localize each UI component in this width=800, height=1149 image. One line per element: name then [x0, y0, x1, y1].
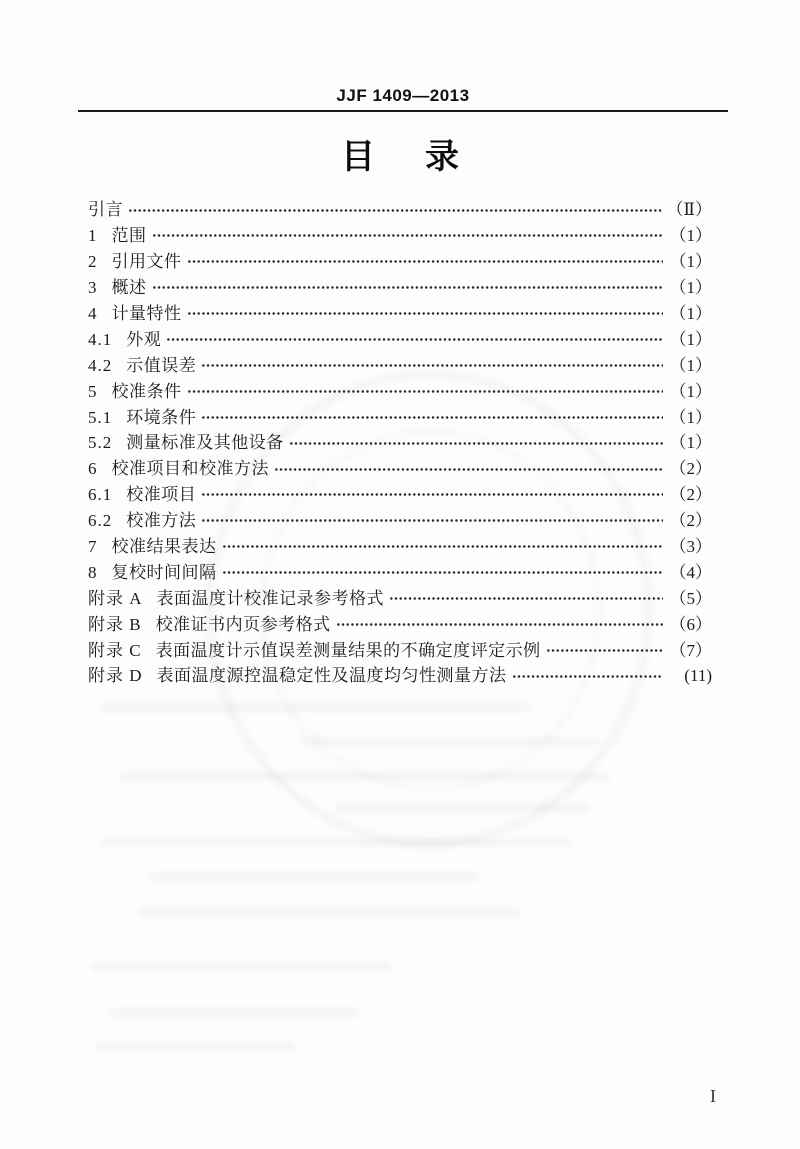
toc-dot-leader: [222, 534, 664, 560]
toc-entry: [88, 378, 712, 404]
toc-entry-number: 5.2: [88, 433, 113, 453]
toc-entry-page: （2）: [669, 511, 712, 531]
toc-entry-number: 附录 D: [88, 666, 143, 686]
toc-entry-title: 环境条件: [126, 407, 197, 427]
page-title-char-1: 目: [341, 138, 375, 176]
toc-entry-title: 复校时间间隔: [111, 562, 217, 582]
toc-dot-leader: [187, 249, 664, 275]
toc-entry-number: 6: [88, 459, 98, 479]
toc-entry-title: 计量特性: [111, 304, 182, 323]
showthrough-smudge: [140, 908, 520, 917]
toc-entry: [88, 301, 712, 327]
showthrough-smudge: [110, 1008, 360, 1017]
toc-entry-title: 引用文件: [111, 252, 182, 272]
toc-entry-number: 7: [88, 537, 98, 557]
toc-entry-page: （4）: [669, 562, 712, 582]
showthrough-smudge: [92, 962, 392, 971]
showthrough-smudge: [100, 703, 530, 712]
toc-entry-title: 外观: [126, 329, 162, 349]
folio-page-number: I: [710, 1086, 716, 1106]
toc-entry: [88, 611, 712, 637]
toc-entry: [88, 275, 712, 301]
toc-entry-page: （Ⅱ）: [666, 200, 712, 220]
toc-entry-number: 2: [88, 252, 98, 272]
toc-entry-page: （1）: [669, 252, 712, 272]
showthrough-smudge: [95, 1042, 295, 1051]
toc-entry: [88, 508, 712, 534]
toc-entry-number: 附录 A: [88, 588, 143, 608]
toc-entry: [88, 326, 712, 352]
toc-dot-leader: [152, 275, 664, 301]
showthrough-smudge: [150, 872, 480, 881]
toc-entry-number: 5: [88, 381, 98, 401]
toc-entry-page: （1）: [669, 278, 712, 298]
toc-entry-number: 4.2: [88, 355, 113, 375]
toc-entry-title: 表面温度计校准记录参考格式: [156, 588, 385, 608]
toc-entry: [88, 637, 712, 663]
toc-entry-title: 校准条件: [111, 381, 182, 401]
toc-dot-leader: [389, 585, 663, 611]
toc-entry: [88, 404, 712, 430]
toc-entry-title: 范围: [111, 226, 147, 246]
toc-entry-title: 校准项目: [126, 485, 197, 505]
toc-dot-leader: [274, 456, 663, 482]
toc-entry-number: 4.1: [88, 329, 113, 349]
page-title-char-2: 录: [425, 138, 459, 176]
toc-entry: [88, 663, 712, 689]
standard-code-header: JJF 1409—2013: [336, 86, 470, 105]
toc-entry-title: 表面温度计示值误差测量结果的不确定度评定示例: [155, 640, 541, 660]
toc-dot-leader: [201, 352, 663, 378]
toc-entry-page: （1）: [669, 304, 712, 323]
toc-entry-number: 1: [88, 226, 98, 246]
toc-entry: [88, 585, 712, 611]
toc-entry-number: 附录 C: [88, 640, 142, 660]
toc-dot-leader: [201, 508, 663, 534]
toc-entry-page: (11): [684, 666, 712, 686]
toc-entry-title: 概述: [111, 278, 147, 298]
toc-entry-number: 5.1: [88, 407, 113, 427]
toc-entry-number: 附录 B: [88, 614, 142, 634]
toc-entry: [88, 197, 712, 223]
toc-entry: [88, 534, 712, 560]
toc-entry: [88, 456, 712, 482]
toc-entry-title: 校准证书内页参考格式: [155, 614, 331, 634]
page-title: [0, 139, 800, 176]
toc-dot-leader: [166, 326, 663, 352]
toc-dot-leader: [336, 611, 663, 637]
toc-dot-leader: [222, 559, 664, 585]
toc-entry-number: 6.1: [88, 485, 113, 505]
toc-entry-title: 校准方法: [126, 511, 197, 531]
toc-entry-title: 测量标准及其他设备: [126, 433, 284, 453]
toc-entry-number: 3: [88, 278, 98, 298]
toc-dot-leader: [546, 637, 663, 663]
toc-dot-leader: [128, 197, 663, 223]
toc-dot-leader: [152, 223, 664, 249]
toc-entry: [88, 249, 712, 275]
toc-dot-leader: [289, 430, 663, 456]
toc-entry-page: （5）: [669, 588, 712, 608]
toc-entry-page: （1）: [669, 381, 712, 401]
toc-entry-page: （2）: [669, 459, 712, 479]
toc-entry-page: （1）: [669, 407, 712, 427]
toc-entry-page: （1）: [669, 226, 712, 246]
toc-entry-title: 引言: [88, 200, 123, 220]
toc-entry-title: 校准项目和校准方法: [111, 459, 269, 479]
toc-entry: [88, 223, 712, 249]
showthrough-smudge: [300, 737, 600, 746]
toc-entry-page: （1）: [669, 329, 712, 349]
toc-entry-title: 校准结果表达: [111, 537, 217, 557]
toc-list: [88, 197, 712, 689]
toc-dot-leader: [201, 482, 663, 508]
toc-entry-page: （2）: [669, 485, 712, 505]
toc-entry: [88, 559, 712, 585]
toc-entry-number: 4: [88, 304, 98, 323]
toc-entry-title: 表面温度源控温稳定性及温度均匀性测量方法: [156, 666, 507, 686]
toc-dot-leader: [187, 301, 664, 327]
toc-entry-page: （6）: [669, 614, 712, 634]
toc-entry-page: （3）: [669, 537, 712, 557]
toc-entry-page: （1）: [669, 355, 712, 375]
showthrough-smudge: [335, 803, 590, 812]
toc-entry-title: 示值误差: [126, 355, 197, 375]
toc-entry: [88, 352, 712, 378]
toc-entry: [88, 482, 712, 508]
header-rule: [78, 110, 728, 112]
toc-dot-leader: [201, 404, 663, 430]
toc-entry-page: （7）: [669, 640, 712, 660]
toc-entry-number: 8: [88, 562, 98, 582]
showthrough-smudge: [120, 772, 610, 781]
toc-entry-number: 6.2: [88, 511, 113, 531]
toc-entry-page: （1）: [669, 433, 712, 453]
showthrough-smudge: [100, 838, 570, 847]
toc-dot-leader: [512, 663, 663, 689]
toc-entry: [88, 430, 712, 456]
toc-dot-leader: [187, 378, 664, 404]
